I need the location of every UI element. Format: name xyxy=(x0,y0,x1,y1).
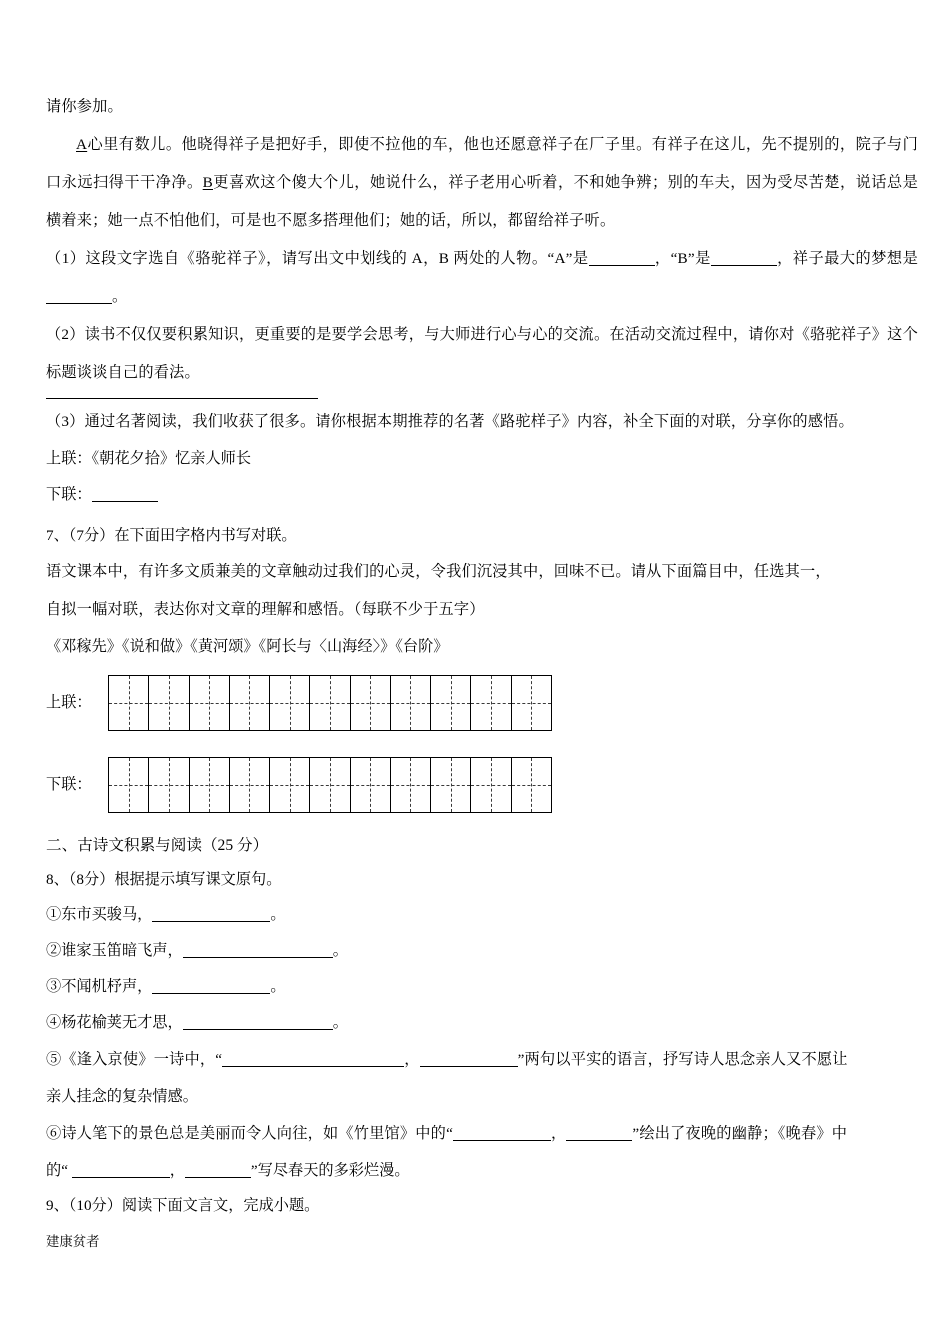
marker-b-underline: B xyxy=(202,174,214,191)
fill-item-1-post: 。 xyxy=(270,906,286,923)
fill-item-6-blank-4[interactable] xyxy=(185,1164,251,1178)
sub-question-1-end: 。 xyxy=(112,288,128,305)
question-7-body-line-2: 自拟一幅对联，表达你对文章的理解和感悟。（每联不少于五字） xyxy=(46,601,485,618)
fill-item-2-pre: 谁家玉笛暗飞声， xyxy=(61,942,183,959)
couplet-lower-blank[interactable] xyxy=(92,488,158,502)
couplet-upper-line: 上联：《朝花夕拾》忆亲人师长 xyxy=(46,450,252,467)
grid-cell[interactable] xyxy=(230,758,270,812)
fill-item-5-line-2: 亲人挂念的复杂情感。 xyxy=(46,1088,198,1105)
sub-question-1-mid: ，“B”是 xyxy=(654,250,711,267)
fill-item-2-post: 。 xyxy=(332,942,348,959)
lead-line: 请你参加。 xyxy=(46,98,123,115)
fill-item-4-blank[interactable] xyxy=(183,1016,333,1030)
question-7-heading: 7、（7分）在下面田字格内书写对联。 xyxy=(46,527,297,544)
grid-lower-label: 下联： xyxy=(46,776,92,794)
passage-part-2: 更喜欢这个傻大个儿，她说什么，祥子老用心听着，不和她争辨；别的车夫，因为受尽苦楚，说话总是横着来；她一点不怕他们，可是也不愿多搭理他们；她的话，所以，都留给祥子听。 xyxy=(46,174,919,229)
grid-cell[interactable] xyxy=(109,758,149,812)
sub-question-1-pre: （1）这段文字选自《骆驼祥子》，请写出文中划线的 A，B 两处的人物。“A”是 xyxy=(46,250,589,267)
fill-item-6-line-2-post: ”写尽春天的多彩烂漫。 xyxy=(250,1162,410,1179)
grid-cell[interactable] xyxy=(431,676,471,730)
question-7-article-titles: 《邓稼先》《说和做》《黄河颂》《阿长与〈山海经〉》《台阶》 xyxy=(46,638,449,655)
question-8-heading: 8、（8分）根据提示填写课文原句。 xyxy=(46,871,282,888)
fill-item-6-pre: ⑥诗人笔下的景色总是美丽而令人向往，如《竹里馆》中的“ xyxy=(46,1125,454,1142)
fill-item-4 xyxy=(46,1005,918,1041)
grid-cell[interactable] xyxy=(431,758,471,812)
fill-item-5 xyxy=(46,1041,918,1079)
fill-item-5-mid: ， xyxy=(404,1051,420,1068)
couplet-lower-line xyxy=(46,477,918,513)
sub-question-2: （2）读书不仅仅要积累知识，更重要的是要学会思考，与大师进行心与心的交流。在活动交流过程中，请你对《骆驼祥子》这个标题谈谈自己的看法。 xyxy=(46,326,918,381)
grid-cell[interactable] xyxy=(190,676,230,730)
grid-cell[interactable] xyxy=(270,758,310,812)
grid-cell[interactable] xyxy=(351,676,391,730)
fill-item-4-marker: ④ xyxy=(46,1014,62,1031)
answer-blank-a[interactable] xyxy=(589,252,655,266)
fill-item-5-post: ”两句以平实的语言，抒写诗人思念亲人又不愿让 xyxy=(517,1051,848,1068)
fill-item-6-line-2 xyxy=(46,1153,918,1189)
grid-cell[interactable] xyxy=(230,676,270,730)
grid-cell[interactable] xyxy=(310,758,350,812)
grid-cell[interactable] xyxy=(512,676,551,730)
answer-blank-dream[interactable] xyxy=(46,290,112,304)
question-7-body-line-1: 语文课本中，有许多文质兼美的文章触动过我们的心灵，令我们沉浸其中，回味不已。请从下面篇目中，任选其一， xyxy=(46,563,831,580)
fill-item-5-blank-1[interactable] xyxy=(222,1053,404,1067)
fill-item-6-line-2-pre: 的“ xyxy=(46,1162,68,1179)
grid-upper-label: 上联： xyxy=(46,694,92,712)
fill-item-2 xyxy=(46,933,918,969)
grid-cell[interactable] xyxy=(471,676,511,730)
grid-cell[interactable] xyxy=(190,758,230,812)
passage-paragraph xyxy=(46,126,918,240)
fill-item-6-mid: ， xyxy=(551,1125,567,1142)
fill-item-1 xyxy=(46,897,918,933)
marker-a-underline: A xyxy=(76,136,88,153)
sub-question-3: （3）通过名著阅读，我们收获了很多。请你根据本期推荐的名著《路驼样子》内容，补全下面的对联，分享你的感悟。 xyxy=(46,413,854,430)
grid-cell[interactable] xyxy=(109,676,149,730)
grid-cell[interactable] xyxy=(391,758,431,812)
sub-question-1 xyxy=(46,240,918,316)
tianzige-grid-lower[interactable] xyxy=(108,757,552,813)
grid-cell[interactable] xyxy=(310,676,350,730)
fill-item-5-pre: ⑤《逢入京使》一诗中，“ xyxy=(46,1051,223,1068)
question-9-heading: 9、（10分）阅读下面文言文，完成小题。 xyxy=(46,1197,320,1214)
fill-item-6-blank-2[interactable] xyxy=(566,1127,632,1141)
grid-row-upper xyxy=(46,675,918,731)
grid-cell[interactable] xyxy=(351,758,391,812)
fill-item-3-post: 。 xyxy=(270,978,286,995)
grid-cell[interactable] xyxy=(391,676,431,730)
grid-cell[interactable] xyxy=(512,758,551,812)
fill-item-3-pre: 不闻机杼声， xyxy=(61,978,153,995)
couplet-lower-label: 下联： xyxy=(46,486,92,503)
tianzige-grid-upper[interactable] xyxy=(108,675,552,731)
fill-item-6-blank-1[interactable] xyxy=(453,1127,551,1141)
fill-item-6-blank-3[interactable] xyxy=(72,1164,170,1178)
answer-blank-b[interactable] xyxy=(711,252,777,266)
fill-item-6 xyxy=(46,1115,918,1153)
fill-item-3-blank[interactable] xyxy=(152,980,270,994)
grid-cell[interactable] xyxy=(149,758,189,812)
fill-item-6-post: ”绘出了夜晚的幽静；《晚春》中 xyxy=(632,1125,848,1142)
fill-item-6-line-2-mid: ， xyxy=(169,1162,185,1179)
fill-item-4-post: 。 xyxy=(332,1014,348,1031)
section-2-heading: 二、古诗文积累与阅读（25 分） xyxy=(46,837,269,854)
passage-part-1: 心里有数儿。他晓得祥子是把好手，即使不拉他的车，他也还愿意祥子在厂子里。有祥子在这儿，先不提别的，院子与门口永远扫得干干净净。 xyxy=(46,136,918,191)
answer-rule-line[interactable] xyxy=(46,398,318,399)
fill-item-2-marker: ② xyxy=(46,942,62,959)
sub-question-1-post: ，祥子最大的梦想是 xyxy=(776,250,918,267)
classical-passage-title: 建康贫者 xyxy=(46,1234,100,1249)
grid-cell[interactable] xyxy=(471,758,511,812)
fill-item-1-marker: ① xyxy=(46,906,62,923)
fill-item-1-pre: 东市买骏马， xyxy=(61,906,153,923)
grid-row-lower xyxy=(46,757,918,813)
fill-item-3-marker: ③ xyxy=(46,978,62,995)
fill-item-4-pre: 杨花榆荚无才思， xyxy=(61,1014,183,1031)
fill-item-2-blank[interactable] xyxy=(183,944,333,958)
grid-cell[interactable] xyxy=(149,676,189,730)
fill-item-3 xyxy=(46,969,918,1005)
page-content xyxy=(46,88,918,1257)
fill-item-1-blank[interactable] xyxy=(152,908,270,922)
fill-item-5-blank-2[interactable] xyxy=(420,1053,518,1067)
grid-cell[interactable] xyxy=(270,676,310,730)
